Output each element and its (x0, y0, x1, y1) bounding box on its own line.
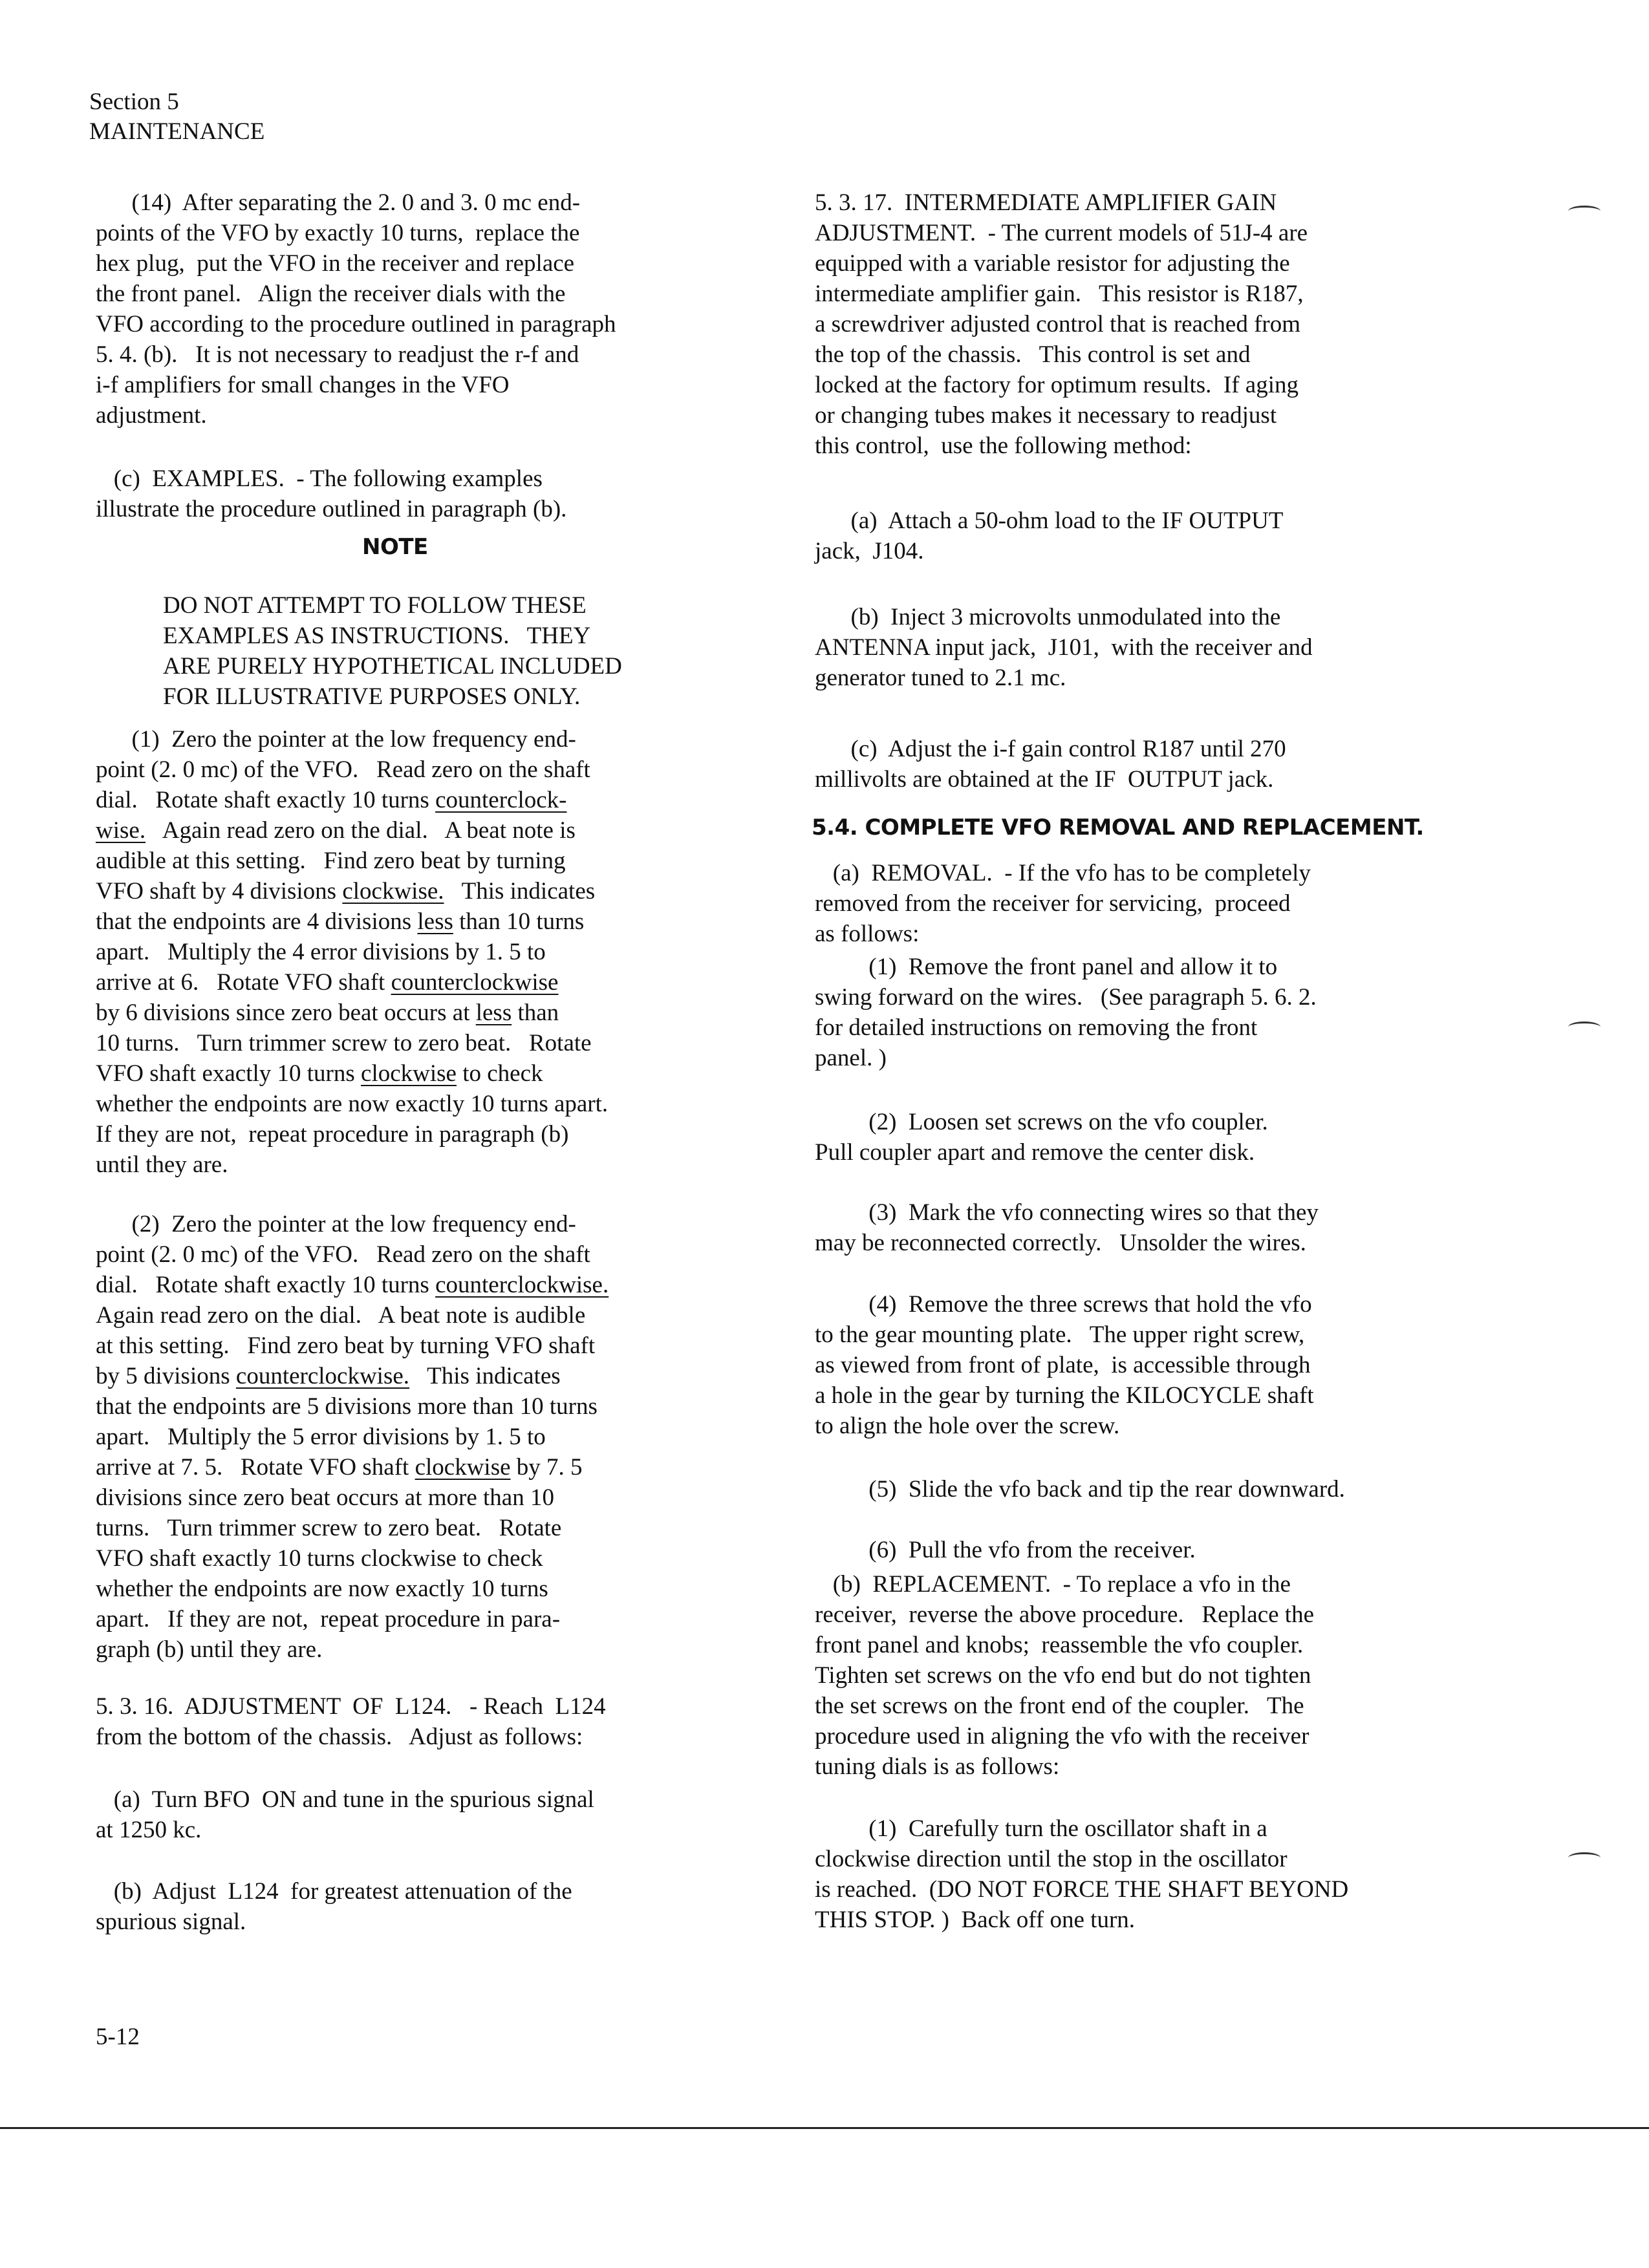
underlined-text: clockwise (361, 1060, 457, 1087)
text-line: by 5 divisions counterclockwise. This indicates (96, 1363, 561, 1389)
text-line: receiver, reverse the above procedure. Replace the (815, 1601, 1314, 1628)
text-line: 5. 3. 17. INTERMEDIATE AMPLIFIER GAIN (815, 189, 1277, 216)
heading-5-4: 5.4. COMPLETE VFO REMOVAL AND REPLACEMENT. (812, 815, 1424, 840)
underlined-text: counterclockwise (391, 969, 559, 996)
text-line: generator tuned to 2.1 mc. (815, 665, 1066, 691)
text-line: (b) Inject 3 microvolts unmodulated into the (815, 604, 1281, 630)
text-line: to the gear mounting plate. The upper right screw, (815, 1321, 1305, 1348)
text-line: graph (b) until they are. (96, 1636, 323, 1663)
underlined-text: clockwise. (342, 878, 444, 904)
text-line: whether the endpoints are now exactly 10 turns (96, 1576, 548, 1602)
text-line: (2) Loosen set screws on the vfo coupler. (815, 1109, 1268, 1135)
underlined-text: less (475, 1000, 512, 1026)
text-line: i-f amplifiers for small changes in the VFO (96, 372, 510, 398)
text-line: ANTENNA input jack, J101, with the receiver and (815, 634, 1313, 661)
text-line: is reached. (DO NOT FORCE THE SHAFT BEYOND (815, 1876, 1349, 1903)
replacement-step-1 (815, 1813, 1348, 1935)
text-line: as follows: (815, 921, 920, 947)
underlined-text: counterclockwise. (235, 1363, 410, 1389)
text-line: at 1250 kc. (96, 1817, 202, 1843)
text-line: turns. Turn trimmer screw to zero beat. Rotate (96, 1515, 562, 1541)
text-line: (a) Turn BFO ON and tune in the spurious signal (96, 1786, 594, 1813)
example-1 (96, 724, 608, 1180)
removal-step-3 (815, 1197, 1319, 1258)
text-line: dial. Rotate shaft exactly 10 turns counterclockwise. (96, 1272, 609, 1298)
note-heading: NOTE (362, 534, 428, 560)
binding-mark (1568, 1852, 1600, 1863)
text-line: DO NOT ATTEMPT TO FOLLOW THESE (163, 592, 587, 619)
text-line: EXAMPLES AS INSTRUCTIONS. THEY (163, 623, 591, 649)
text-line: (14) After separating the 2. 0 and 3. 0 mc end- (96, 189, 581, 216)
section-title: MAINTENANCE (89, 118, 265, 145)
text-line: millivolts are obtained at the IF OUTPUT jack. (815, 766, 1274, 793)
text-line: VFO shaft exactly 10 turns clockwise to check (96, 1545, 543, 1572)
section-label: Section 5 (89, 89, 179, 115)
removal-step-6 (815, 1535, 1196, 1565)
text-line: points of the VFO by exactly 10 turns, replace the (96, 220, 580, 246)
text-line: for detailed instructions on removing the front (815, 1014, 1258, 1041)
binding-mark (1568, 1022, 1600, 1032)
text-line: ADJUSTMENT. - The current models of 51J-4 are (815, 220, 1308, 246)
removal-paragraph (815, 858, 1311, 949)
underlined-text: counterclock- (435, 787, 567, 813)
text-line: audible at this setting. Find zero beat by turning (96, 848, 566, 874)
text-line: removed from the receiver for servicing, proceed (815, 890, 1291, 917)
text-line: Pull coupler apart and remove the center disk. (815, 1139, 1255, 1166)
note-text (163, 590, 622, 712)
text-line: apart. Multiply the 5 error divisions by 1. 5 to (96, 1424, 546, 1450)
paragraph-5-3-16-a (96, 1784, 594, 1845)
paragraph-examples (96, 464, 566, 524)
text-line: (c) EXAMPLES. - The following examples (96, 465, 543, 492)
text-line: until they are. (96, 1151, 228, 1178)
text-line: hex plug, put the VFO in the receiver and replace (96, 250, 575, 277)
text-line: from the bottom of the chassis. Adjust as follows: (96, 1724, 583, 1750)
text-line: panel. ) (815, 1045, 887, 1071)
text-line: VFO shaft exactly 10 turns clockwise to check (96, 1060, 543, 1087)
text-line: that the endpoints are 4 divisions less than 10 turns (96, 908, 585, 935)
text-line: Again read zero on the dial. A beat note is audible (96, 1302, 586, 1329)
example-2 (96, 1209, 609, 1665)
text-line: 5. 3. 16. ADJUSTMENT OF L124. - Reach L124 (96, 1693, 606, 1720)
text-line: (1) Remove the front panel and allow it to (815, 954, 1278, 980)
text-line: the top of the chassis. This control is set and (815, 341, 1251, 368)
page-bottom-rule (0, 2127, 1649, 2129)
text-line: point (2. 0 mc) of the VFO. Read zero on the shaft (96, 756, 590, 783)
text-line: procedure used in aligning the vfo with the receiver (815, 1723, 1310, 1749)
text-line: (a) REMOVAL. - If the vfo has to be completely (815, 860, 1311, 886)
text-line: swing forward on the wires. (See paragraph 5. 6. 2. (815, 984, 1317, 1011)
text-line: at this setting. Find zero beat by turning VFO shaft (96, 1332, 596, 1359)
text-line: dial. Rotate shaft exactly 10 turns counterclock- (96, 787, 567, 813)
text-line: (4) Remove the three screws that hold the vfo (815, 1291, 1312, 1318)
text-line: arrive at 7. 5. Rotate VFO shaft clockwise by 7. 5 (96, 1454, 583, 1481)
text-line: (3) Mark the vfo connecting wires so that they (815, 1199, 1319, 1226)
text-line: VFO shaft by 4 divisions clockwise. This indicates (96, 878, 596, 904)
text-line: tuning dials is as follows: (815, 1753, 1060, 1780)
text-line: (1) Zero the pointer at the low frequency end- (96, 726, 576, 753)
text-line: a hole in the gear by turning the KILOCYCLE shaft (815, 1382, 1314, 1409)
text-line: (5) Slide the vfo back and tip the rear downward. (815, 1476, 1345, 1503)
page-number: 5-12 (96, 2024, 140, 2050)
removal-step-4 (815, 1289, 1314, 1441)
text-line: (b) REPLACEMENT. - To replace a vfo in the (815, 1571, 1291, 1598)
paragraph-5-3-16 (96, 1691, 606, 1752)
text-line: may be reconnected correctly. Unsolder the wires. (815, 1230, 1306, 1256)
replacement-paragraph (815, 1569, 1314, 1782)
paragraph-5-3-17-b (815, 601, 1313, 692)
text-line: this control, use the following method: (815, 433, 1192, 459)
text-line: (2) Zero the pointer at the low frequency end- (96, 1211, 576, 1237)
text-line: front panel and knobs; reassemble the vfo coupler. (815, 1632, 1304, 1658)
text-line: by 6 divisions since zero beat occurs at less than (96, 1000, 559, 1026)
text-line: (1) Carefully turn the oscillator shaft in a (815, 1815, 1267, 1842)
text-line: divisions since zero beat occurs at more than 10 (96, 1484, 554, 1511)
text-line: If they are not, repeat procedure in paragraph (b) (96, 1121, 569, 1148)
text-line: 5. 4. (b). It is not necessary to readjust the r-f and (96, 341, 579, 368)
text-line: whether the endpoints are now exactly 10 turns apart. (96, 1091, 609, 1117)
paragraph-14 (96, 187, 616, 431)
text-line: (a) Attach a 50-ohm load to the IF OUTPUT (815, 508, 1284, 534)
text-line: the set screws on the front end of the coupler. The (815, 1693, 1304, 1719)
text-line: or changing tubes makes it necessary to readjust (815, 402, 1277, 429)
text-line: a screwdriver adjusted control that is reached from (815, 311, 1301, 337)
text-line: the front panel. Align the receiver dials with the (96, 281, 566, 307)
removal-step-2 (815, 1107, 1268, 1168)
underlined-text: counterclockwise. (435, 1272, 609, 1298)
paragraph-5-3-16-b (96, 1876, 572, 1937)
text-line: to align the hole over the screw. (815, 1413, 1120, 1439)
underlined-text: less (417, 908, 453, 935)
text-line: (b) Adjust L124 for greatest attenuation of the (96, 1878, 572, 1905)
removal-step-5 (815, 1474, 1345, 1504)
text-line: clockwise direction until the stop in the oscillator (815, 1846, 1288, 1872)
text-line: (6) Pull the vfo from the receiver. (815, 1537, 1196, 1563)
text-line: THIS STOP. ) Back off one turn. (815, 1907, 1136, 1933)
text-line: illustrate the procedure outlined in paragraph (b). (96, 496, 567, 522)
paragraph-5-3-17-a (815, 506, 1283, 566)
text-line: VFO according to the procedure outlined in paragraph (96, 311, 616, 337)
removal-step-1 (815, 952, 1317, 1073)
text-line: that the endpoints are 5 divisions more than 10 turns (96, 1393, 598, 1420)
text-line: adjustment. (96, 402, 207, 429)
text-line: wise. Again read zero on the dial. A beat note is (96, 817, 576, 844)
underlined-text: wise. (96, 817, 146, 844)
text-line: as viewed from front of plate, is accessible through (815, 1352, 1311, 1378)
text-line: (c) Adjust the i-f gain control R187 until 270 (815, 736, 1286, 762)
text-line: apart. If they are not, repeat procedure in para- (96, 1606, 561, 1632)
text-line: arrive at 6. Rotate VFO shaft counterclockwise (96, 969, 559, 996)
text-line: intermediate amplifier gain. This resistor is R187, (815, 281, 1304, 307)
underlined-text: clockwise (415, 1454, 511, 1481)
text-line: 10 turns. Turn trimmer screw to zero beat. Rotate (96, 1030, 592, 1056)
text-line: point (2. 0 mc) of the VFO. Read zero on the shaft (96, 1241, 590, 1268)
binding-mark (1568, 206, 1600, 217)
text-line: Tighten set screws on the vfo end but do not tighten (815, 1662, 1311, 1689)
text-line: locked at the factory for optimum results. If aging (815, 372, 1299, 398)
text-line: FOR ILLUSTRATIVE PURPOSES ONLY. (163, 683, 581, 710)
paragraph-5-3-17-c (815, 734, 1286, 795)
text-line: jack, J104. (815, 538, 924, 564)
text-line: ARE PURELY HYPOTHETICAL INCLUDED (163, 653, 622, 679)
text-line: equipped with a variable resistor for adjusting the (815, 250, 1290, 277)
text-line: apart. Multiply the 4 error divisions by 1. 5 to (96, 939, 546, 965)
paragraph-5-3-17 (815, 187, 1308, 461)
text-line: spurious signal. (96, 1909, 246, 1935)
